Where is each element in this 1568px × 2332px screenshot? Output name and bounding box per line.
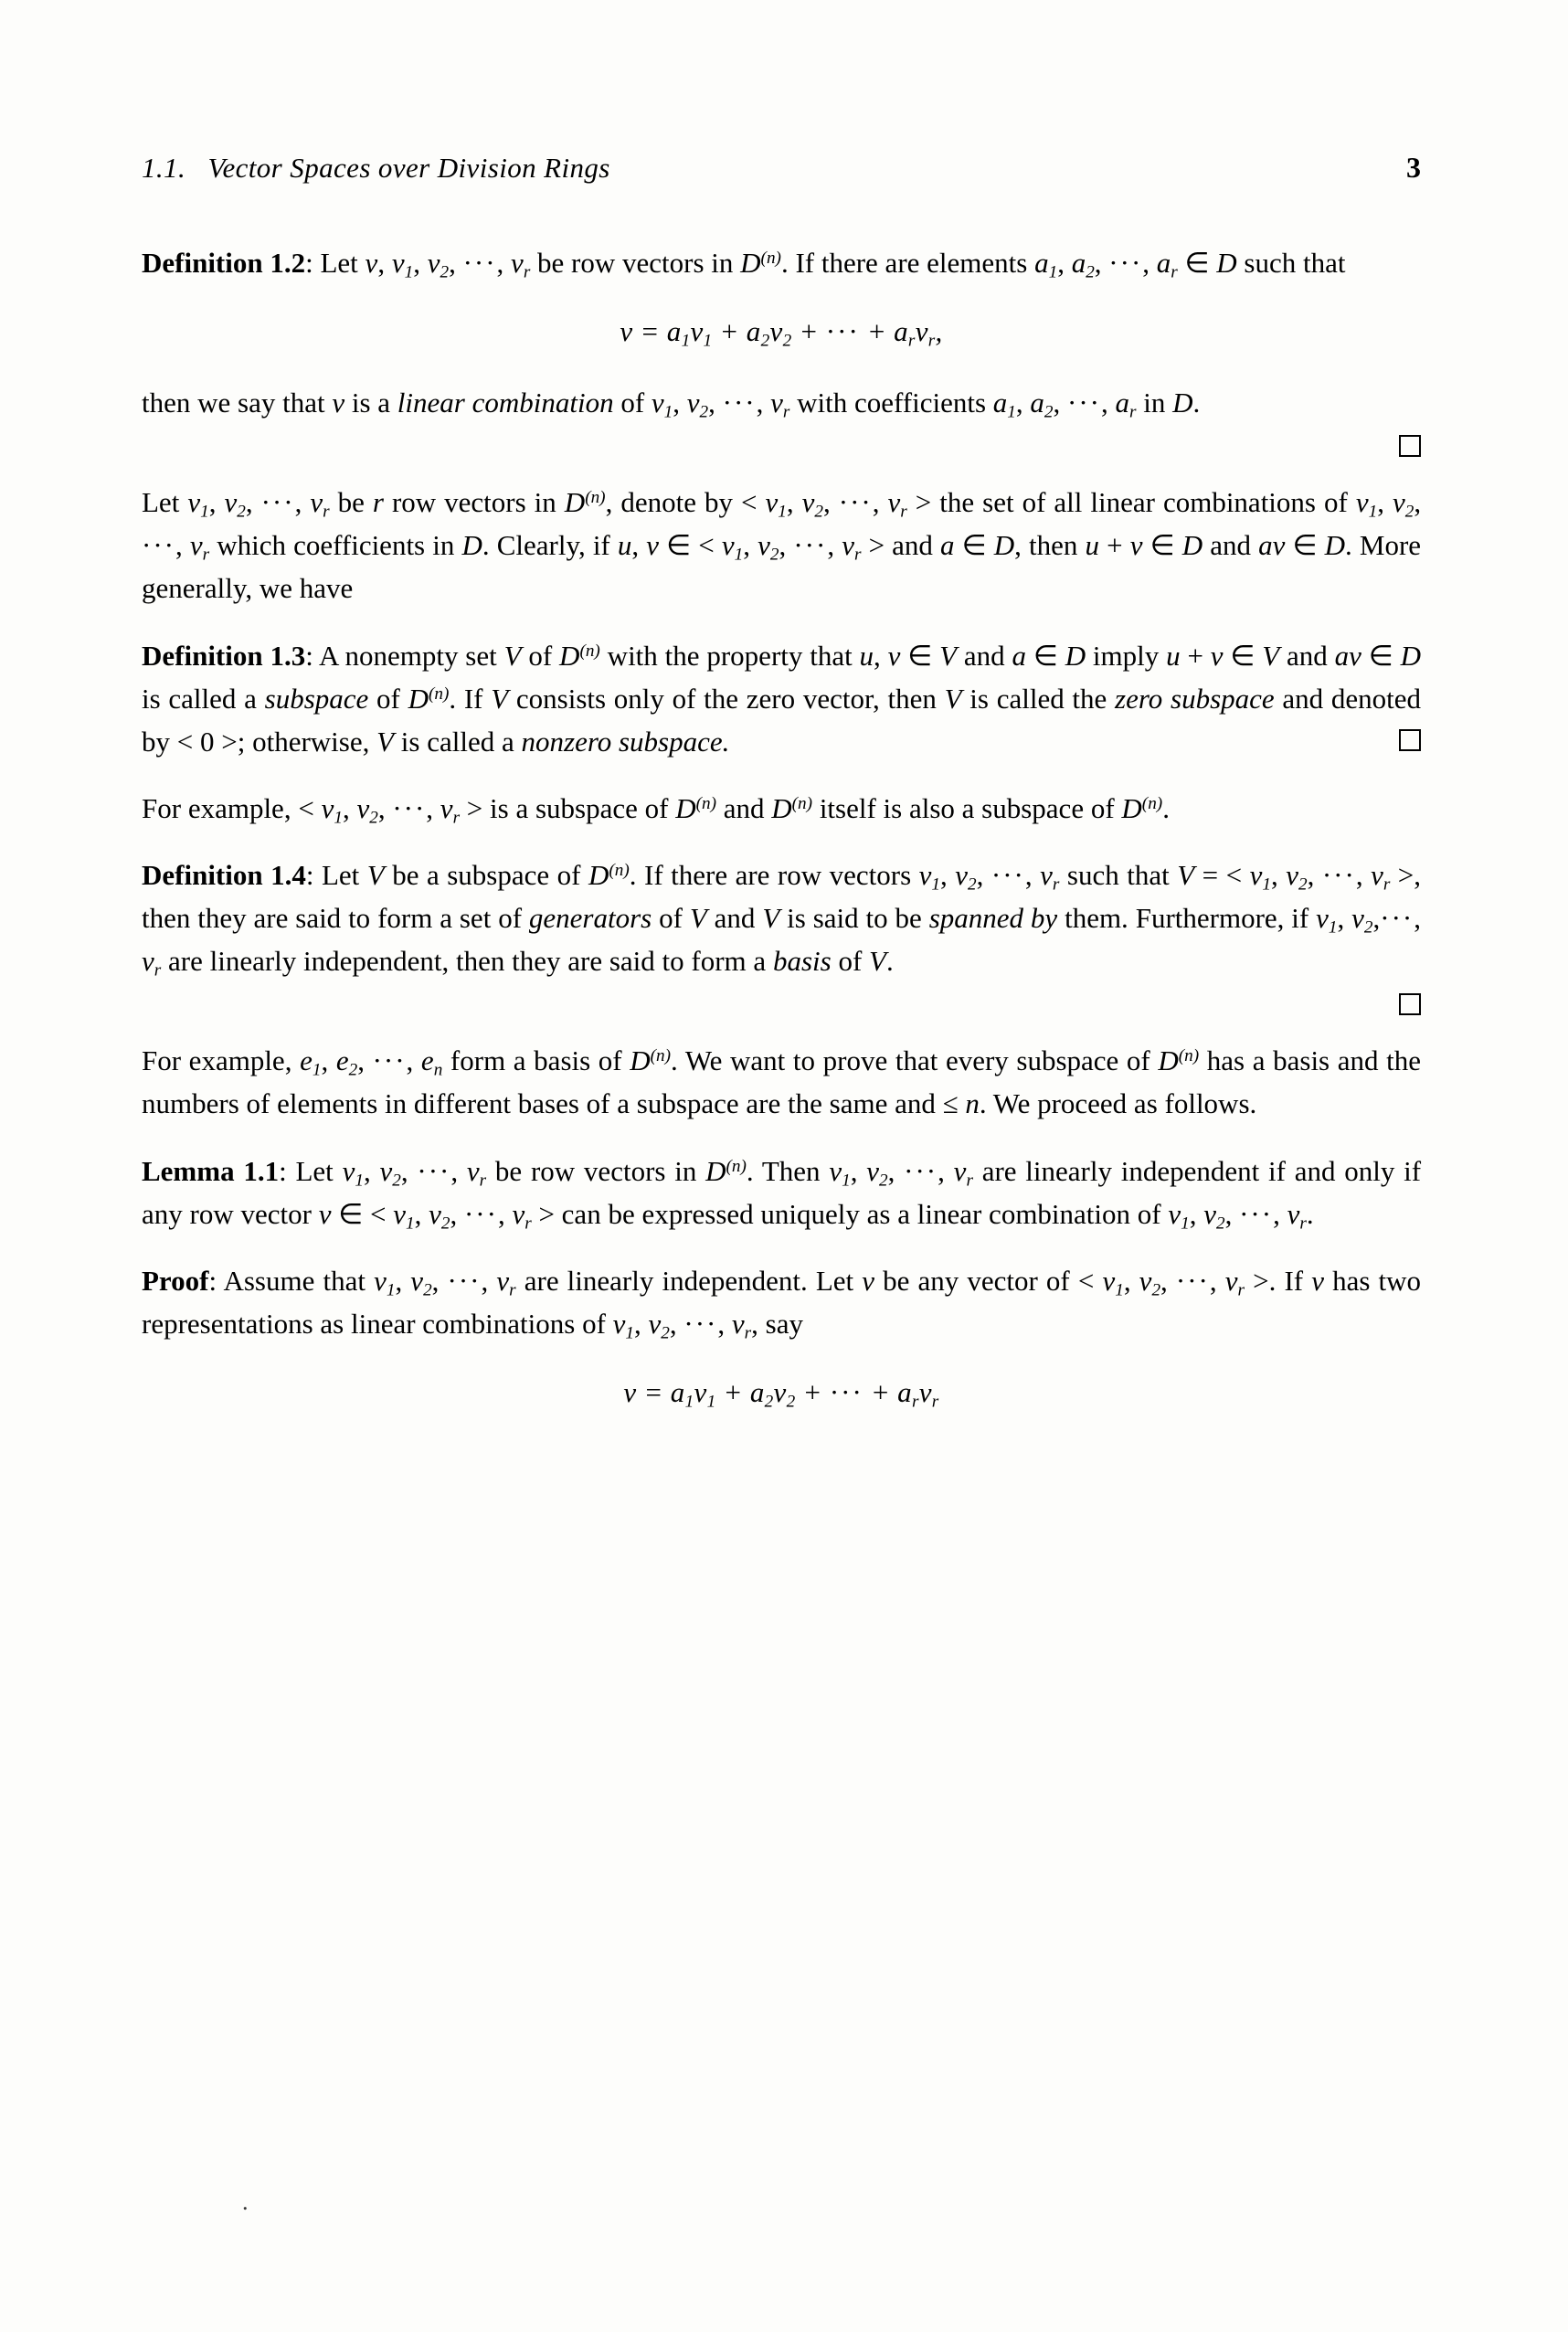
definition-1-4-paragraph: Definition 1.4: Let V be a subspace of $D^{(n)}$. If there are row vectors $v_1$, $v_2$, ···, $v_r$ such that V = < $v_1$, $v_2$, ···, $v_r$ >, then they are said to form a set of generators of V and V is said to be spanned by them. Furthermore, if $v_1$, $v_2,\cdot\cdot\cdot$, $v_r$ are linearly independent, then they are said to form a basis of V.: [142, 858, 1422, 980]
display-equation-2: $v = a_1v_1 + a_2v_2$ + ··· + $a_rv_r$: [623, 1375, 939, 1412]
page-number: 3: [1406, 151, 1421, 184]
proof-label: Proof: [142, 1264, 209, 1297]
definition-1-4-label: Definition 1.4: [142, 858, 306, 891]
definition-1-2-paragraph: Definition 1.2: Let v, $v_1$, $v_2$, ···, $v_r$ be row vectors in $D^{(n)}$. If there are elements $a_1$, $a_2$, ···, $a_r$ ∈ D such that: [142, 247, 1346, 282]
running-head: 1.1. Vector Spaces over Division Rings: [142, 152, 610, 184]
lemma-1-1-paragraph: Lemma 1.1: Let $v_1$, $v_2$, ···, $v_r$ be row vectors in $D^{(n)}$. Then $v_1$, $v_2$, ···, $v_r$ are linearly independent if and only if any row vector v ∈ < $v_1$, $v_2$, ···, $v_r$ > can be expressed uniquely as a linear combination of $v_1$, $v_2$, ···, $v_r$.: [142, 1154, 1422, 1234]
definition-1-3-label: Definition 1.3: [142, 639, 306, 672]
qed-box-icon: [1399, 435, 1421, 457]
page-footer-mark: .: [242, 2189, 249, 2215]
lemma-1-1-label: Lemma 1.1: [142, 1154, 280, 1187]
qed-box-icon: [1399, 729, 1421, 751]
definition-1-3-paragraph: Definition 1.3: A nonempty set V of $D^{(n)}$ with the property that u, v ∈ V and a ∈ D imply u + v ∈ V and av ∈ D is called a subspace of $D^{(n)}$. If V consists only of the zero vector, then V is called the zero subspace and denoted by < 0 >; otherwise, V is called a nonzero subspace.: [142, 639, 1422, 758]
proof-paragraph: Proof: Assume that $v_1$, $v_2$, ···, $v_r$ are linearly independent. Let v be any vector of < $v_1$, $v_2$, ···, $v_r$ >. If v has two representations as linear combinations of $v_1$, $v_2$, ···, $v_r$, say: [142, 1264, 1422, 1343]
display-equation-1: $v = a_1v_1 + a_2v_2$ + ··· + $a_rv_r$,: [620, 315, 943, 351]
paragraph-let-vectors: Let $v_1$, $v_2$, ···, $v_r$ be r row vectors in $D^{(n)}$, denote by < $v_1$, $v_2$, ···, $v_r$ > the set of all linear combinations of $v_1$, $v_2$, ···, $v_r$ which coefficients in D. Clearly, if u, v ∈ < $v_1$, $v_2$, ···, $v_r$ > and a ∈ D, then u + v ∈ D and av ∈ D. More generally, we have: [142, 486, 1422, 605]
qed-marker-1: [142, 435, 1421, 459]
definition-1-2-label: Definition 1.2: [142, 247, 306, 279]
qed-box-icon: [1399, 993, 1421, 1015]
paragraph-example-1: For example, < $v_1$, $v_2$, ···, $v_r$ > is a subspace of $D^{(n)}$ and $D^{(n)}$ itself is also a subspace of $D^{(n)}$.: [142, 791, 1170, 828]
page-content: [142, 151, 1421, 1442]
page-header: [142, 151, 1421, 185]
qed-marker-3: [142, 993, 1421, 1017]
definition-1-2-continuation: then we say that v is a linear combination of $v_1$, $v_2$, ···, $v_r$ with coefficients $a_1$, $a_2$, ···, $a_r$ in D.: [142, 387, 1201, 422]
paragraph-example-2: For example, $e_1$, $e_2$, ···, $e_n$ form a basis of $D^{(n)}$. We want to prove that every subspace of $D^{(n)}$ has a basis and the numbers of elements in different bases of a subspace are the same and ≤ n. We proceed as follows.: [142, 1044, 1421, 1120]
